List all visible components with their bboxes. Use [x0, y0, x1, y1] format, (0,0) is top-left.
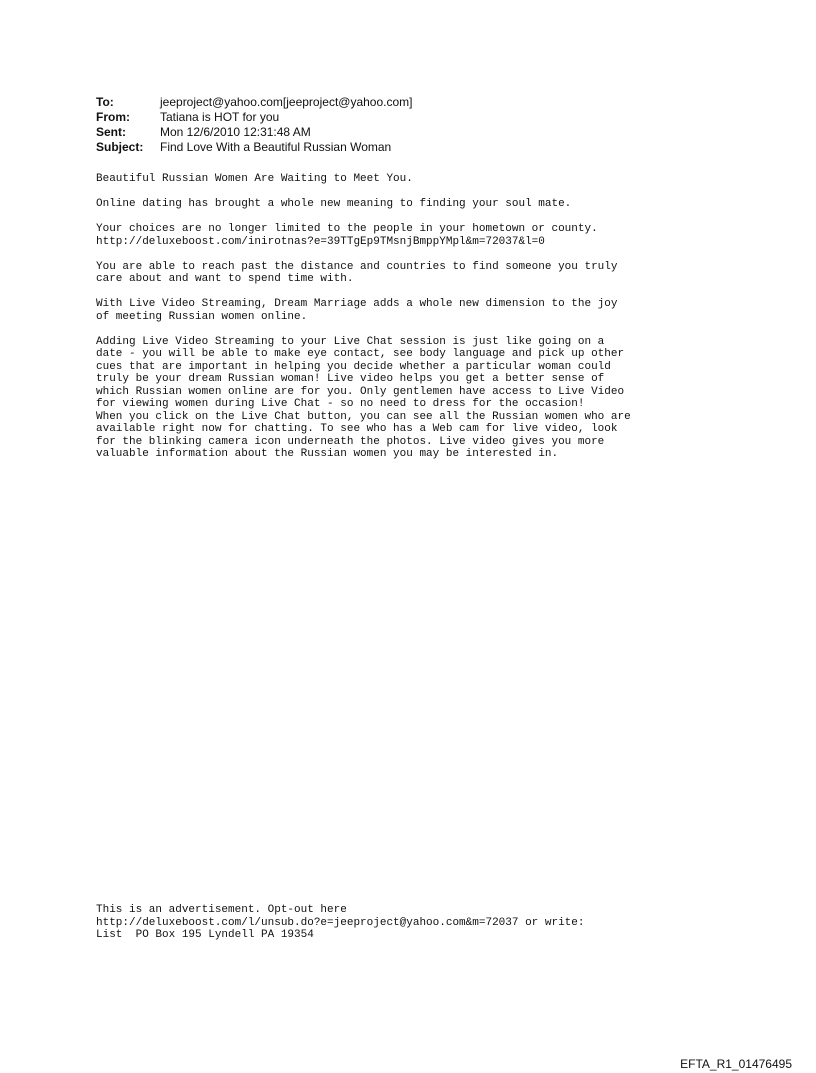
body-paragraph-5: With Live Video Streaming, Dream Marriage adds a whole new dimension to the joy of meeting Russian women online.	[96, 298, 618, 323]
from-value: Tatiana is HOT for you	[160, 110, 280, 124]
sent-label: Sent:	[96, 125, 126, 139]
body-paragraph-6: Adding Live Video Streaming to your Live Chat session is just like going on a date - you will be able to make eye contact, see body language and pick up other cues that are important in helping you decide whether a particular woman could truly be your dream Russian woman! Live video helps you get a better sense of which Russian women online are for you. Only gentlemen have access to Live Video for viewing women during Live Chat - so no need to dress for the occasion! When you click on the Live Chat button, you can see all the Russian women who are available right now for chatting. To see who has a Web cam for live video, look for the blinking camera icon underneath the photos. Live video gives you more valuable information about the Russian women you may be interested in.	[96, 335, 631, 460]
subject-label: Subject:	[96, 140, 144, 154]
body-paragraph-1: Beautiful Russian Women Are Waiting to Meet You.	[96, 173, 413, 185]
header-from-row	[96, 110, 413, 125]
header-sent-row	[96, 125, 413, 140]
header-to-row	[96, 95, 413, 110]
body-paragraph-4: You are able to reach past the distance and countries to find someone you truly care about and want to spend time with.	[96, 260, 618, 285]
document-id: EFTA_R1_01476495	[680, 1057, 792, 1071]
header-subject-row	[96, 140, 413, 155]
email-header	[96, 95, 413, 155]
to-label: To:	[96, 95, 114, 109]
to-value: jeeproject@yahoo.com[jeeproject@yahoo.com]	[160, 95, 413, 109]
body-paragraph-2: Online dating has brought a whole new meaning to finding your soul mate.	[96, 198, 572, 210]
email-body	[96, 173, 796, 473]
body-paragraph-3: Your choices are no longer limited to the people in your hometown or county. http://deluxeboost.com/inirotnas?e=39TTgEp9TMsnjBmppYMpl&m=72037&l=0	[96, 223, 598, 248]
subject-value: Find Love With a Beautiful Russian Woman	[160, 140, 392, 154]
from-label: From:	[96, 110, 130, 124]
email-footer: This is an advertisement. Opt-out here http://deluxeboost.com/l/unsub.do?e=jeeproject@yahoo.com&m=72037 or write: List PO Box 195 Lyndell PA 19354	[96, 904, 585, 941]
sent-value: Mon 12/6/2010 12:31:48 AM	[160, 125, 311, 139]
